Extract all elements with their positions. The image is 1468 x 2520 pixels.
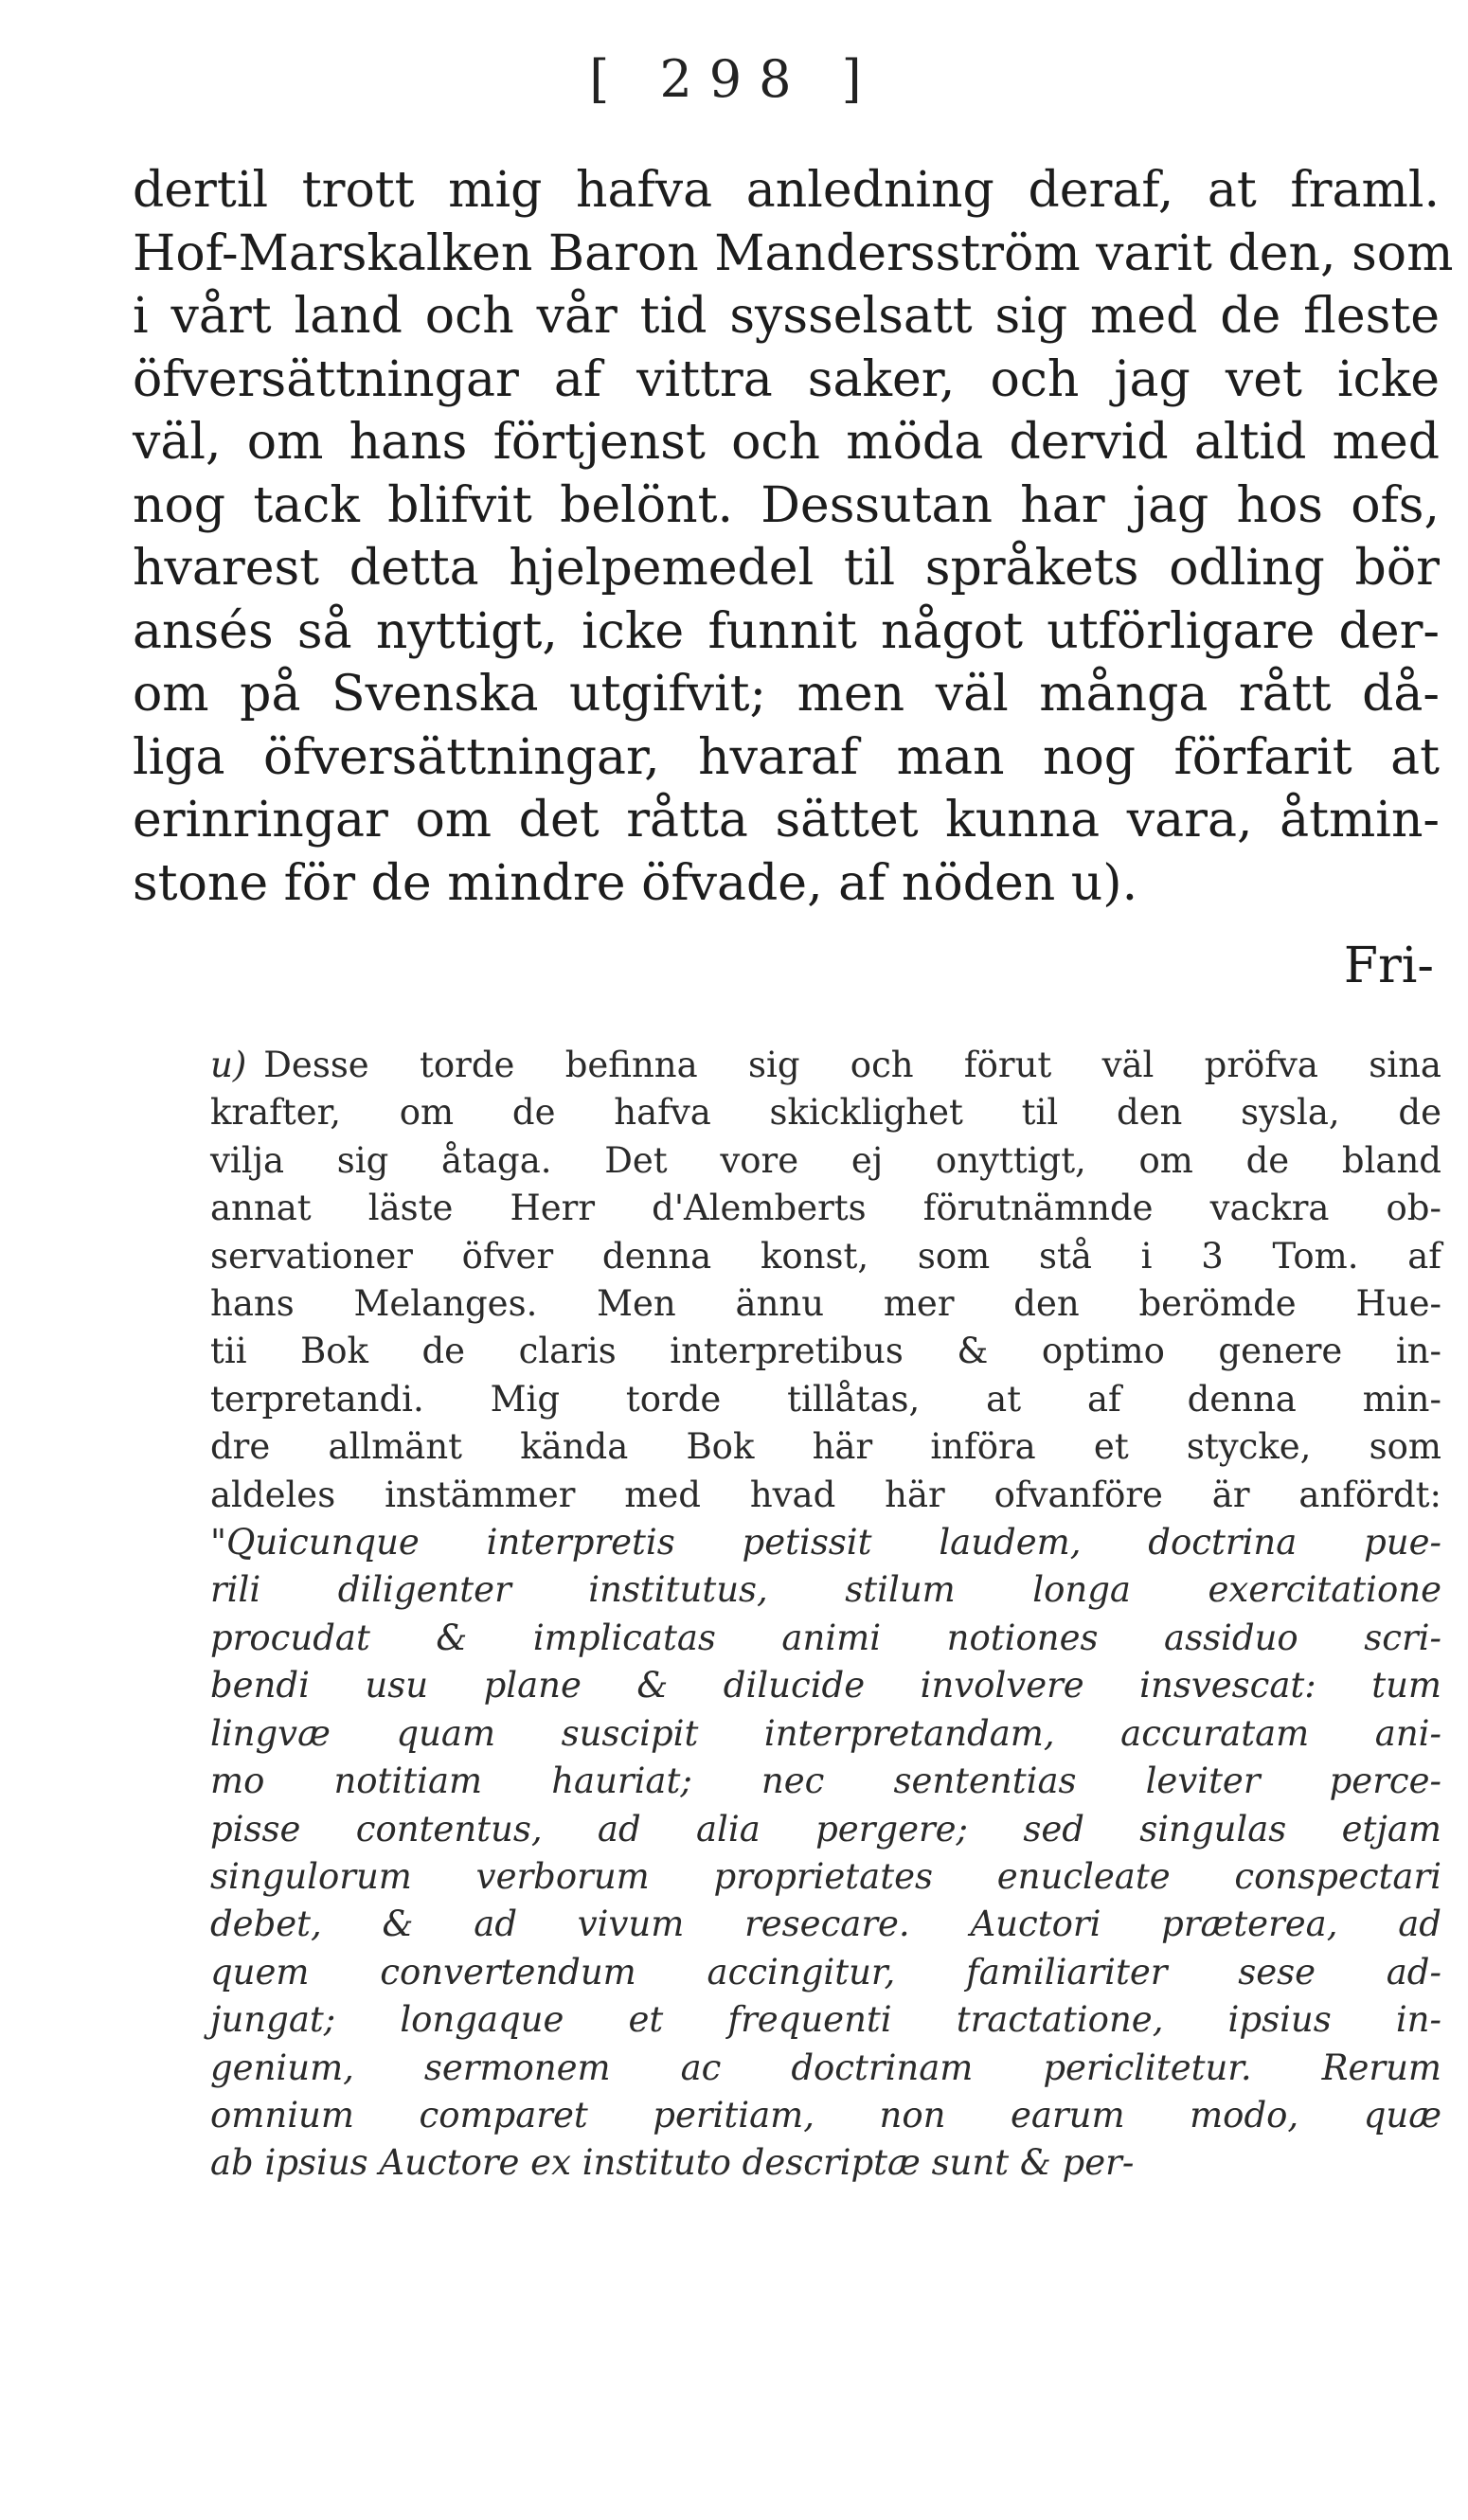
footnote: [210, 1042, 1441, 2188]
footnote-line: vilja sig åtaga. Det vore ej onyttigt, om de bland: [210, 1139, 1441, 1181]
body-line: hvarest detta hjelpemedel til språkets odling bör: [133, 540, 1440, 597]
footnote-quote-line: quem convertendum accingitur, familiariter sese ad-: [210, 1951, 1441, 1993]
body-line: öfversättningar af vittra saker, och jag vet icke: [133, 350, 1440, 408]
footnote-line: aldeles instämmer med hvad här ofvanföre är anfördt:: [210, 1474, 1441, 1515]
footnote-quote-line: mo notitiam hauriat; nec sententias leviter perce-: [210, 1760, 1441, 1802]
footnote-quote-line: jungat; longaque et frequenti tractatione, ipsius in-: [210, 1999, 1441, 2041]
catchword: Fri-: [1343, 938, 1434, 994]
footnote-quote-line: omnium comparet peritiam, non earum modo, quæ: [210, 2094, 1441, 2136]
body-line: Hof-Marskalken Baron Mandersström varit den, som: [133, 224, 1454, 282]
body-line: ansés så nyttigt, icke funnit något utförligare der-: [133, 602, 1440, 660]
body-line: dertil trott mig hafva anledning deraf, at framl.: [133, 162, 1440, 219]
page-number: [ 298 ]: [589, 49, 879, 109]
footnote-quote-line: genium, sermonem ac doctrinam periclitetur. Rerum: [210, 2046, 1441, 2088]
body-line: stone för de mindre öfvade, af nöden u).: [133, 854, 1138, 912]
footnote-quote-line: "Quicunque interpretis petissit laudem, doctrina pue-: [210, 1522, 1441, 1564]
footnote-line: tii Bok de claris interpretibus & optimo genere in-: [210, 1331, 1441, 1372]
footnote-line: servationer öfver denna konst, som stå i 3 Tom. af: [210, 1235, 1441, 1277]
body-line: liga öfversättningar, hvaraf man nog förfarit at: [133, 728, 1440, 786]
footnote-quote-line: procudat & implicatas animi notiones assiduo scri-: [210, 1617, 1441, 1658]
footnote-quote-line: bendi usu plane & dilucide involvere insvescat: tum: [210, 1665, 1441, 1707]
footnote-quote-line: ab ipsius Auctore ex instituto descriptæ sunt & per-: [210, 2142, 1135, 2184]
footnote-line: hans Melanges. Men ännu mer den berömde Hue-: [210, 1283, 1441, 1325]
footnote-line: terpretandi. Mig torde tillåtas, at af denna min-: [210, 1378, 1441, 1420]
body-line: erinringar om det råtta sättet kunna vara, åtmin-: [133, 792, 1440, 849]
body-line: nog tack blifvit belönt. Dessutan har jag hos ofs,: [133, 476, 1440, 534]
footnote-line: Desse torde befinna sig och förut väl pröfva sina: [263, 1045, 1441, 1085]
body-line: om på Svenska utgifvit; men väl många rått då-: [133, 666, 1440, 723]
footnote-marker: u): [210, 1045, 247, 1085]
footnote-line: dre allmänt kända Bok här införa et stycke, som: [210, 1426, 1441, 1468]
footnote-line: krafter, om de hafva skicklighet til den sysla, de: [210, 1092, 1441, 1134]
footnote-line: annat läste Herr d'Alemberts förutnämnde vackra ob-: [210, 1188, 1441, 1229]
footnote-quote-line: lingvæ quam suscipit interpretandam, accuratam ani-: [210, 1712, 1441, 1754]
body-line: i vårt land och vår tid sysselsatt sig med de fleste: [133, 288, 1440, 345]
main-text: [133, 159, 1454, 915]
footnote-quote-line: singulorum verborum proprietates enucleate conspectari: [210, 1855, 1441, 1897]
footnote-quote-line: debet, & ad vivum resecare. Auctori præterea, ad: [210, 1903, 1441, 1945]
body-line: väl, om hans förtjenst och möda dervid altid med: [133, 414, 1440, 471]
footnote-first-line: [210, 1042, 1441, 1089]
footnote-quote-line: rili diligenter institutus, stilum longa exercitatione: [210, 1569, 1441, 1611]
footnote-quote-line: pisse contentus, ad alia pergere; sed singulas etjam: [210, 1808, 1441, 1850]
